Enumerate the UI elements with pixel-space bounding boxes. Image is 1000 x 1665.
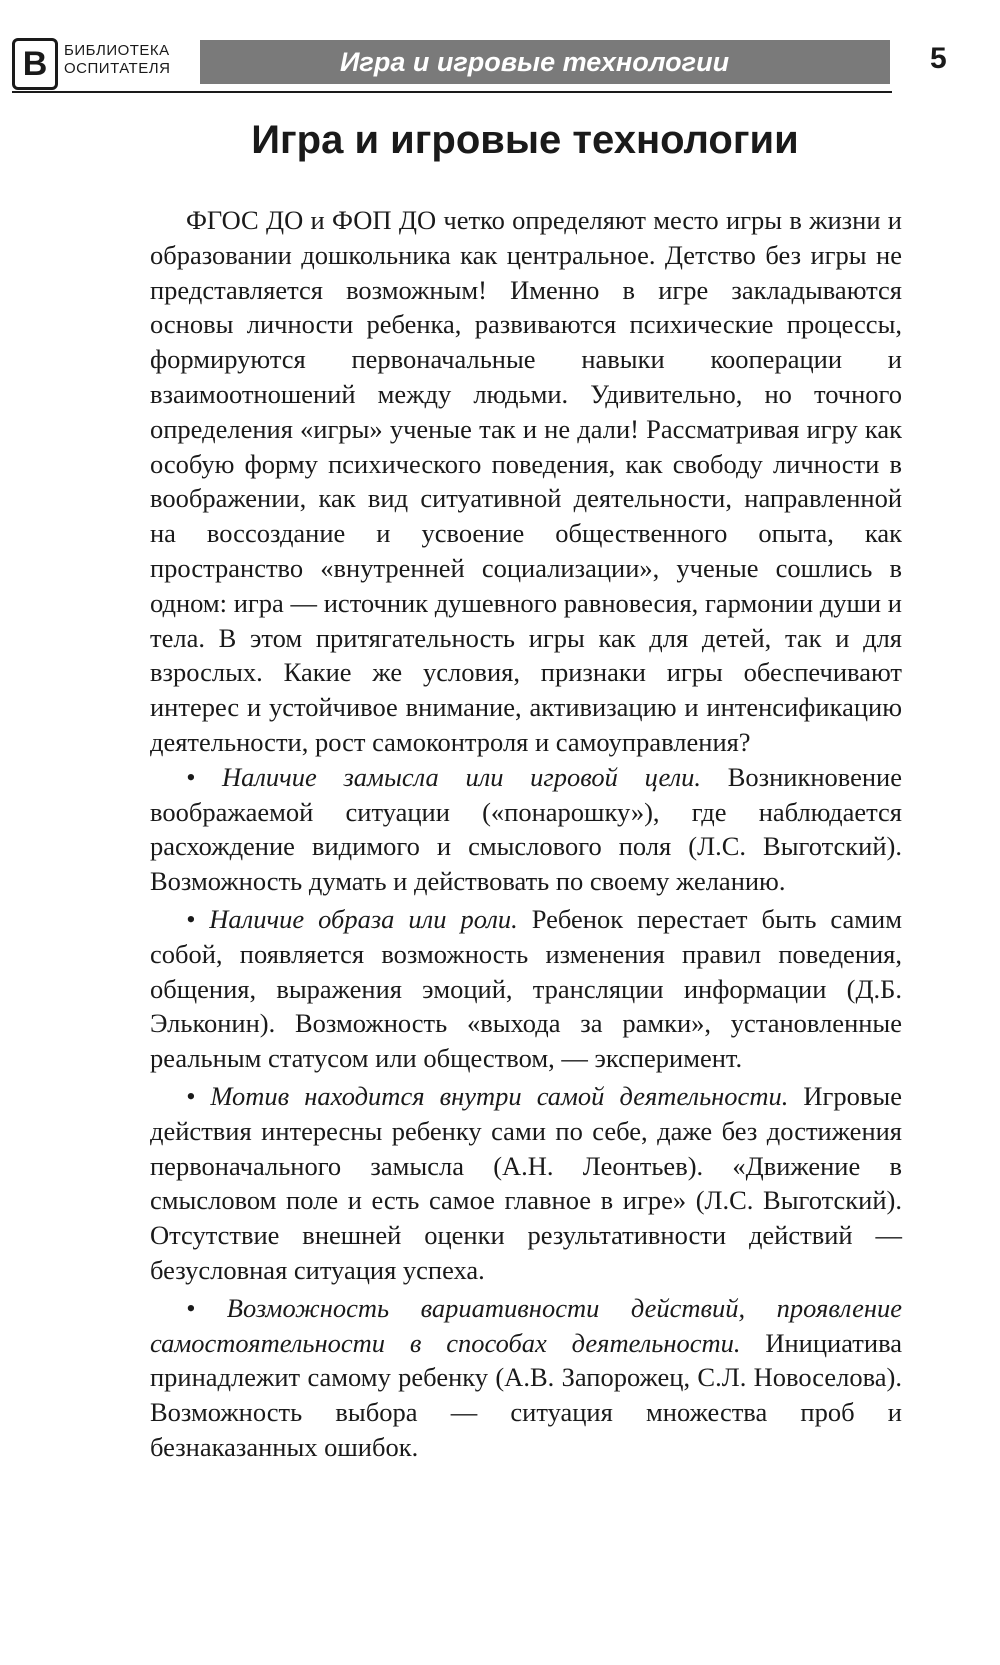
running-header <box>12 38 960 94</box>
bullet-lead: • Мотив находится внутри самой деятельности. <box>186 1080 789 1111</box>
paragraph-text: Игровые действия интересны ребенку сами по себе, даже без достижения первоначального замысла (А.Н. Леонтьев). «Движение в смысловом поле и есть самое главное в игре» (Л.С. Выготский). Отсутствие внешней оценки результативности действий — безусловная ситуация успеха. <box>150 1080 902 1285</box>
bullet-lead: • Наличие образа или роли. <box>186 903 518 934</box>
paragraph-text: Инициатива принадлежит самому ребенку (А.В. Запорожец, С.Л. Новоселова). Возможность выбора — ситуация множества проб и безнаказанных ошибок. <box>150 1327 902 1462</box>
paragraph-intro <box>150 203 902 760</box>
bullet-paragraph <box>150 1291 902 1465</box>
bullet-paragraph <box>150 1079 902 1288</box>
series-name-line1: БИБЛИОТЕКА <box>64 42 170 59</box>
chapter-title: Игра и игровые технологии <box>251 118 799 162</box>
page-number: 5 <box>930 42 947 75</box>
logo-letter: В <box>22 44 48 83</box>
paragraph-text: ФГОС ДО и ФОП ДО четко определяют место игры в жизни и образовании дошкольника как центральное. Детство без игры не представляется возможным! Именно в игре закладываются основы личности ребенка, развиваются психические процессы, формируются первоначальные навыки кооперации и взаимоотношений между людьми. Удивительно, но точного определения «игры» ученые так и не дали! Рассматривая игру как особую форму психического поведения, как свободу личности в воображении, как вид ситуативной деятельности, направленной на воссоздание и усвоение общественного опыта, как пространство «внутренней социализации», ученые сошлись в одном: игра — источник душевного равновесия, гармонии души и тела. В этом притягательность игры как для детей, так и для взрослых. Какие же условия, признаки игры обеспечивают интерес и устойчивое внимание, активизацию и интенсификацию деятельности, рост самоконтроля и самоуправления? <box>150 205 902 757</box>
bullet-paragraph <box>150 760 902 899</box>
series-name <box>64 42 170 78</box>
body-text <box>150 203 902 1465</box>
paragraph-text: Ребенок перестает быть самим собой, появляется возможность изменения правил поведения, общения, выражения эмоций, трансляции информации (Д.Б. Эльконин). Возможность «выхода за рамки», установленные реальным статусом или обществом, — эксперимент. <box>150 903 902 1074</box>
bullet-lead: • Возможность вариативности действий, проявление самостоятельности в способах деятельности. <box>150 1292 902 1358</box>
bullet-lead: • Наличие замысла или игровой цели. <box>186 761 702 792</box>
running-title: Игра и игровые технологии <box>200 40 890 84</box>
bullet-paragraph <box>150 902 902 1076</box>
series-name-line2: ОСПИТАТЕЛЯ <box>64 60 171 77</box>
paragraph-text: Возникновение воображаемой ситуации («понарошку»), где наблюдается расхождение видимого и смыслового поля (Л.С. Выготский). Возможность думать и действовать по своему желанию. <box>150 761 903 897</box>
series-logo <box>12 38 58 90</box>
header-rule <box>12 91 892 93</box>
